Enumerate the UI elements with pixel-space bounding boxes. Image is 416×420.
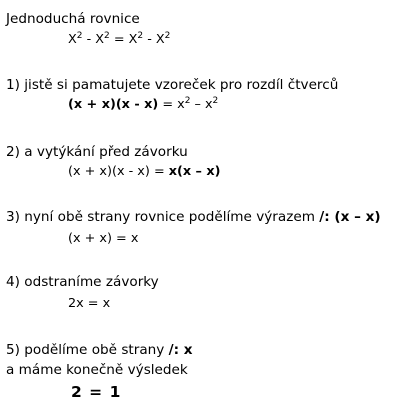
step-1-eq-part: – x <box>190 97 213 112</box>
title-text: Jednoduchá rovnice <box>6 11 140 27</box>
step-4-equation <box>68 295 110 313</box>
step-1-eq-bold: (x + x)(x - x) <box>68 97 159 112</box>
step-5-divisor: /: x <box>168 342 193 358</box>
step-2-equation <box>68 163 221 181</box>
eq0-exponent: 2 <box>76 31 83 41</box>
step-4-heading <box>6 273 159 291</box>
step-4-text: 4) odstraníme závorky <box>6 274 159 290</box>
step-3-divisor: /: (x – x) <box>319 209 381 225</box>
eq0-exponent: 2 <box>104 31 110 41</box>
step-1-heading <box>6 76 338 94</box>
step-5-line2 <box>6 361 188 379</box>
eq0-part: X <box>68 32 77 47</box>
step-2-eq-bold: x(x – x) <box>168 164 221 179</box>
step-4-eq-text: 2x = x <box>68 296 111 311</box>
step-1-eq-part: = x <box>158 97 185 112</box>
document-title <box>6 10 140 28</box>
step-5-heading <box>6 341 193 359</box>
final-result <box>71 383 121 401</box>
step-3-equation <box>68 230 138 248</box>
eq0-part: - X <box>143 32 165 47</box>
result-text: 2 = 1 <box>71 383 122 401</box>
step-2-text: 2) a vytýkání před závorku <box>6 144 188 160</box>
step-1-equation <box>68 96 218 114</box>
step-2-eq-part: (x + x)(x - x) = <box>68 164 169 179</box>
step-5-text-2: a máme konečně výsledek <box>6 362 188 378</box>
step-2-heading <box>6 143 188 161</box>
step-1-text: 1) jistě si pamatujete vzoreček pro rozdíl čtverců <box>6 77 339 93</box>
step-5-text: 5) podělíme obě strany <box>6 342 169 358</box>
eq0-exponent: 2 <box>164 31 171 41</box>
eq0-exponent: 2 <box>137 31 144 41</box>
eq0-part: - X <box>82 32 105 47</box>
step-1-exponent: 2 <box>212 96 219 106</box>
step-3-text: 3) nyní obě strany rovnice podělíme výrazem <box>6 209 320 225</box>
step-1-exponent: 2 <box>184 96 191 106</box>
initial-equation <box>68 31 170 49</box>
step-3-eq-text: (x + x) = x <box>68 231 139 246</box>
step-3-heading <box>6 208 381 226</box>
eq0-part: = X <box>109 32 138 47</box>
